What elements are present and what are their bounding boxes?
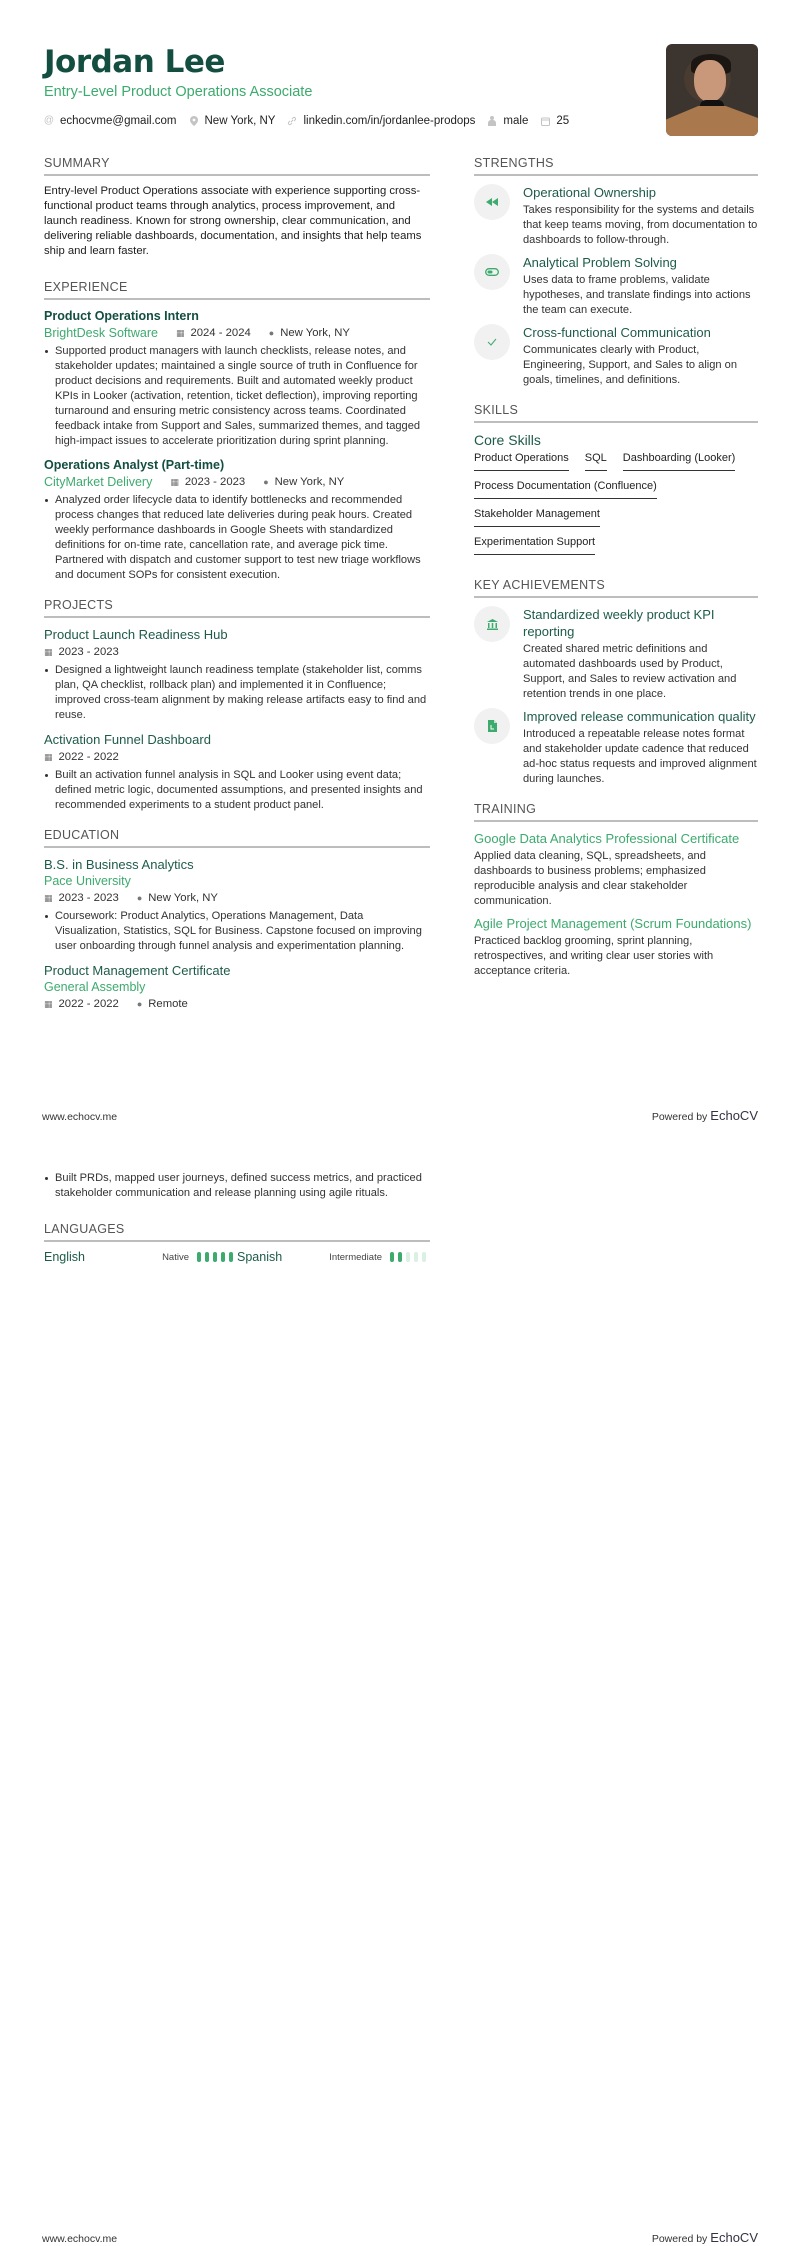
rewind-icon — [474, 184, 510, 220]
strength-desc: Uses data to frame problems, validate hypotheses, and translate findings into actions the team can execute. — [523, 274, 751, 316]
job-dates: 2024 - 2024 — [190, 327, 251, 339]
school-name: Pace University — [44, 874, 131, 888]
education-section — [44, 827, 430, 1012]
project-title: Activation Funnel Dashboard — [44, 732, 211, 747]
achievement-desc: Created shared metric definitions and automated dashboards used by Product, Support, and Sales to review activation and retention trends in one place. — [523, 643, 737, 700]
footer-site-link[interactable]: www.echocv.me — [42, 1111, 118, 1123]
strength-title: Cross-functional Communication — [523, 325, 711, 340]
check-icon — [474, 324, 510, 360]
calendar-icon: ▦ — [44, 647, 53, 657]
achievement-title: Standardized weekly product KPI reporting — [523, 607, 715, 639]
strength-item — [474, 254, 758, 318]
project-dates: 2022 - 2022 — [58, 751, 119, 763]
training-section — [474, 801, 758, 979]
education-bullet: Coursework: Product Analytics, Operations Management, Data Visualization, Statistics, SQL for Business. Capstone focused on improving user onboarding through funnel analysis and experimentation planning. — [55, 909, 430, 954]
location-pin-icon: ● — [136, 999, 143, 1009]
skill-tag: Stakeholder Management — [474, 507, 600, 527]
job-bullet: Analyzed order lifecycle data to identify bottlenecks and recommended process changes that reduced late deliveries during peak hours. Created weekly performance dashboards in Google Sheets with standardized definitions for on-time rate, cancellation rate, and average pick time. Partnered with dispatch and customer support to test new triage workflows and document SOPs for consistent execution. — [55, 493, 430, 583]
strength-item — [474, 324, 758, 388]
school-name: General Assembly — [44, 980, 146, 994]
page-footer — [42, 2230, 758, 2245]
strength-desc: Communicates clearly with Product, Engineering, Support, and Sales to align on goals, timelines, and definitions. — [523, 344, 738, 386]
document-icon — [474, 708, 510, 744]
company-name: CityMarket Delivery — [44, 475, 153, 489]
candidate-headline: Entry-Level Product Operations Associate — [44, 84, 313, 100]
contact-gender — [487, 115, 528, 127]
contact-row — [44, 115, 644, 127]
experience-section — [44, 279, 430, 583]
experience-item — [44, 457, 430, 583]
contact-linkedin[interactable] — [287, 115, 475, 127]
person-icon — [487, 116, 497, 126]
at-icon: @ — [43, 115, 55, 126]
education-dates: 2023 - 2023 — [58, 892, 119, 904]
left-column — [44, 155, 430, 1020]
link-icon — [287, 116, 297, 126]
job-location: New York, NY — [274, 476, 345, 488]
projects-heading: PROJECTS — [44, 597, 430, 618]
bank-icon — [474, 606, 510, 642]
calendar-icon: ▦ — [175, 328, 185, 338]
language-name: Spanish — [237, 1250, 283, 1264]
projects-section — [44, 597, 430, 813]
degree-title: B.S. in Business Analytics — [44, 857, 194, 872]
achievement-item — [474, 708, 758, 787]
summary-heading: SUMMARY — [44, 155, 430, 176]
training-desc: Applied data cleaning, SQL, spreadsheets, and dashboards to business problems; emphasized reproducible analysis and clear stakeholder communication. — [474, 850, 706, 907]
resume-page-2 — [0, 1123, 794, 2246]
training-title: Google Data Analytics Professional Certificate — [474, 831, 740, 846]
project-title: Product Launch Readiness Hub — [44, 627, 228, 642]
footer-powered: Powered by EchoCV — [651, 1108, 758, 1123]
education-heading: EDUCATION — [44, 827, 430, 848]
job-bullets — [44, 344, 430, 449]
education-item — [44, 962, 430, 1012]
language-level: Native — [162, 1251, 189, 1263]
job-dates: 2023 - 2023 — [184, 476, 246, 488]
footer-site-link[interactable]: www.echocv.me — [42, 2233, 118, 2245]
calendar-icon — [540, 116, 550, 126]
training-desc: Practiced backlog grooming, sprint planning, retrospectives, and writing clear user stories with acceptance criteria. — [474, 935, 714, 977]
language-proficiency-bar — [390, 1252, 430, 1262]
resume-header — [44, 44, 644, 127]
education-dates: 2022 - 2022 — [58, 998, 119, 1010]
candidate-name: Jordan Lee — [44, 44, 225, 80]
experience-item — [44, 308, 430, 449]
training-heading: TRAINING — [474, 801, 758, 822]
footer-powered: Powered by EchoCV — [651, 2230, 758, 2245]
strength-item — [474, 184, 758, 248]
age-text: 25 — [556, 115, 570, 127]
skill-tag: SQL — [585, 451, 607, 471]
contact-location — [189, 115, 276, 127]
job-bullets — [44, 493, 430, 583]
job-title: Product Operations Intern — [44, 309, 199, 323]
location-pin-icon: ● — [136, 893, 143, 903]
achievements-heading: KEY ACHIEVEMENTS — [474, 577, 758, 598]
location-text: New York, NY — [204, 115, 276, 127]
location-pin-icon — [189, 116, 199, 126]
page-footer — [42, 1108, 758, 1123]
echocv-brand: EchoCV — [710, 1108, 758, 1123]
location-pin-icon: ● — [263, 477, 269, 487]
job-bullet: Supported product managers with launch checklists, release notes, and stakeholder updates; maintained a single source of truth in Confluence for product decisions and requirements. Built and automated weekly product KPIs in Looker (activation, retention, ticket deflection), improving reporting turnaround and ensuring metric consistency across teams. Coordinated feedback intake from Support and Sales, summarized themes, and tagged high-impact issues to accelerate prioritization during sprint planning. — [55, 344, 430, 449]
strength-title: Analytical Problem Solving — [523, 255, 677, 270]
job-location: New York, NY — [280, 327, 350, 339]
project-bullet: Built an activation funnel analysis in SQL and Looker using event data; defined metric logic, documented assumptions, and presented insights and recommended experiments to a student product panel. — [55, 768, 430, 813]
contact-age — [540, 115, 569, 127]
education-bullet: Built PRDs, mapped user journeys, defined success metrics, and practiced stakeholder communication and release planning using agile rituals. — [55, 1171, 430, 1201]
job-meta — [44, 326, 430, 341]
education-item — [44, 856, 430, 954]
skills-heading: SKILLS — [474, 402, 758, 423]
degree-title: Product Management Certificate — [44, 963, 231, 978]
language-name: English — [44, 1250, 85, 1264]
language-item — [237, 1250, 430, 1264]
skill-tag: Process Documentation (Confluence) — [474, 479, 657, 499]
skill-group-title: Core Skills — [474, 432, 541, 448]
left-column-continued — [44, 1168, 430, 1264]
education-location: New York, NY — [148, 892, 218, 904]
language-list — [44, 1250, 430, 1264]
company-name: BrightDesk Software — [44, 326, 158, 340]
languages-section — [44, 1221, 430, 1264]
training-item — [474, 830, 758, 909]
contact-email[interactable] — [44, 115, 177, 127]
skill-tag: Dashboarding (Looker) — [623, 451, 736, 471]
achievements-section — [474, 577, 758, 787]
languages-heading: LANGUAGES — [44, 1221, 430, 1242]
project-item — [44, 731, 430, 813]
project-bullet: Designed a lightweight launch readiness template (stakeholder list, comms plan, QA checklist, rollback plan) and implemented it in Confluence; improved cross-team alignment by making release artifacts easy to find and reuse. — [55, 663, 430, 723]
training-item — [474, 915, 758, 979]
calendar-icon: ▦ — [44, 999, 53, 1009]
achievement-desc: Introduced a repeatable release notes format and stakeholder update cadence that reduced ad-hoc status requests and improved alignment during launches. — [523, 728, 757, 785]
skill-tag: Product Operations — [474, 451, 569, 471]
summary-text: Entry-level Product Operations associate with experience supporting cross-functional product teams through analytics, process improvement, and launch readiness. Known for strong ownership, clear communication, and delivering reliable dashboards, documentation, and insights that help teams ship and learn faster. — [44, 185, 422, 257]
skill-list — [474, 451, 758, 563]
project-dates: 2023 - 2023 — [58, 646, 119, 658]
strength-desc: Takes responsibility for the systems and details that keep teams moving, from documentation to dashboards to follow-through. — [523, 204, 758, 246]
education-location: Remote — [148, 998, 188, 1010]
linkedin-text: linkedin.com/in/jordanlee-prodops — [303, 115, 476, 127]
calendar-icon: ▦ — [170, 477, 179, 487]
summary-section — [44, 155, 430, 259]
experience-heading: EXPERIENCE — [44, 279, 430, 300]
gender-text: male — [503, 115, 529, 127]
echocv-brand: EchoCV — [710, 2230, 758, 2245]
skill-tag: Experimentation Support — [474, 535, 595, 555]
location-pin-icon: ● — [268, 328, 275, 338]
achievement-item — [474, 606, 758, 702]
language-item — [44, 1250, 237, 1264]
strengths-section — [474, 155, 758, 388]
email-text: echocvme@gmail.com — [60, 115, 177, 127]
skills-section — [474, 402, 758, 563]
language-proficiency-bar — [197, 1252, 237, 1262]
achievement-title: Improved release communication quality — [523, 709, 756, 724]
job-title: Operations Analyst (Part-time) — [44, 458, 225, 472]
right-column — [474, 155, 758, 979]
profile-photo — [666, 44, 758, 136]
project-item — [44, 626, 430, 723]
calendar-icon: ▦ — [44, 893, 53, 903]
calendar-icon: ▦ — [44, 752, 53, 762]
job-meta — [44, 475, 430, 490]
language-level: Intermediate — [329, 1251, 382, 1263]
training-title: Agile Project Management (Scrum Foundations) — [474, 916, 752, 931]
strengths-heading: STRENGTHS — [474, 155, 758, 176]
strength-title: Operational Ownership — [523, 185, 656, 200]
toggle-icon — [474, 254, 510, 290]
